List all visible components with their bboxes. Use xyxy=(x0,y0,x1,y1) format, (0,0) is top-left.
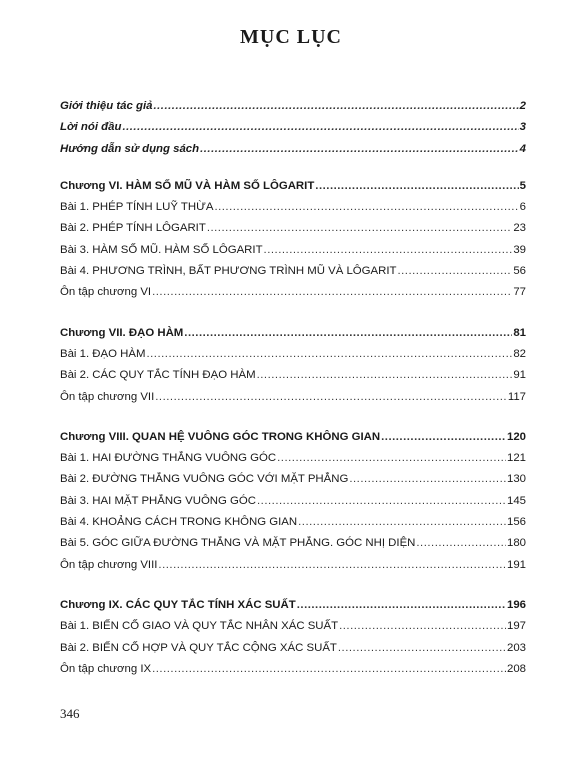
dot-leader xyxy=(184,323,512,344)
dot-leader xyxy=(153,96,518,117)
page-number: 346 xyxy=(60,706,80,721)
toc-entry-page: 56 xyxy=(513,265,526,278)
toc-entry-title: Lời nói đầu xyxy=(60,121,122,134)
dot-leader xyxy=(381,427,506,448)
toc-entry-page: 191 xyxy=(506,558,526,571)
dot-leader xyxy=(200,139,519,160)
toc-entry-title: Ôn tập chương IX xyxy=(60,662,152,675)
toc-entry-title: Chương VI. HÀM SỐ MŨ VÀ HÀM SỐ LÔGARIT xyxy=(60,179,315,192)
toc-chapter-heading[interactable] xyxy=(60,323,526,344)
spacer xyxy=(60,160,526,176)
toc-entry-usage-guide[interactable] xyxy=(60,139,526,160)
dot-leader xyxy=(257,491,506,512)
toc-entry-intro-author[interactable] xyxy=(60,96,526,117)
toc-entry-page: 196 xyxy=(506,598,526,611)
toc-entry-title: Ôn tập chương VIII xyxy=(60,558,158,571)
dot-leader xyxy=(277,448,506,469)
dot-leader xyxy=(158,555,506,576)
toc-entry-page: 156 xyxy=(506,516,526,529)
toc-entry-page: 2 xyxy=(519,100,526,112)
dot-leader xyxy=(264,240,513,261)
toc-entry-page: 39 xyxy=(513,243,526,256)
toc-entry-page: 208 xyxy=(506,662,526,675)
toc-entry-page: 120 xyxy=(506,430,526,443)
dot-leader xyxy=(397,261,512,282)
toc-entry-page: 121 xyxy=(506,452,526,465)
toc-entry[interactable] xyxy=(60,659,526,680)
toc-chapter-heading[interactable] xyxy=(60,595,526,616)
toc-chapter-heading[interactable] xyxy=(60,176,526,197)
toc-entry-page: 23 xyxy=(513,222,526,235)
dot-leader xyxy=(257,365,513,386)
toc-entry-title: Bài 1. HAI ĐƯỜNG THẲNG VUÔNG GÓC xyxy=(60,452,277,465)
toc-entry-title: Bài 2. BIẾN CỐ HỢP VÀ QUY TẮC CỘNG XÁC SUẤT xyxy=(60,641,337,654)
toc-entry-page: 6 xyxy=(519,201,526,214)
dot-leader xyxy=(349,469,506,490)
toc-entry[interactable] xyxy=(60,240,526,261)
toc-entry-page: 91 xyxy=(513,369,526,382)
toc-entry[interactable] xyxy=(60,555,526,576)
toc-entry-title: Ôn tập chương VI xyxy=(60,286,152,299)
dot-leader xyxy=(338,638,506,659)
toc-entry-title: Bài 2. PHÉP TÍNH LÔGARIT xyxy=(60,222,206,235)
toc-entry-title: Chương VII. ĐẠO HÀM xyxy=(60,326,184,339)
toc-entry[interactable] xyxy=(60,448,526,469)
dot-leader xyxy=(214,197,518,218)
toc-entry-title: Chương VIII. QUAN HỆ VUÔNG GÓC TRONG KHÔNG GIAN xyxy=(60,430,381,443)
toc-entry-preface[interactable] xyxy=(60,117,526,138)
toc-entry-title: Ôn tập chương VII xyxy=(60,390,155,403)
dot-leader xyxy=(298,512,506,533)
dot-leader xyxy=(152,282,512,303)
toc-entry-page: 117 xyxy=(507,390,526,403)
toc-entry-title: Bài 3. HAI MẶT PHẲNG VUÔNG GÓC xyxy=(60,494,256,507)
toc-entry-title: Giới thiệu tác giả xyxy=(60,100,153,112)
toc-entry-title: Bài 2. ĐƯỜNG THẲNG VUÔNG GÓC VỚI MẶT PHẲNG xyxy=(60,473,349,486)
toc-entry-title: Bài 1. ĐẠO HÀM xyxy=(60,347,146,360)
toc-entry[interactable] xyxy=(60,387,526,408)
dot-leader xyxy=(339,616,506,637)
toc-entry[interactable] xyxy=(60,282,526,303)
toc-entry-title: Bài 3. HÀM SỐ MŨ. HÀM SỐ LÔGARIT xyxy=(60,243,263,256)
toc-chapter-heading[interactable] xyxy=(60,427,526,448)
dot-leader xyxy=(297,595,506,616)
toc-entry[interactable] xyxy=(60,218,526,239)
toc-entry-page: 130 xyxy=(506,473,526,486)
toc-entry-title: Bài 5. GÓC GIỮA ĐƯỜNG THẲNG VÀ MẶT PHẲNG. GÓC NHỊ DIỆN xyxy=(60,537,416,550)
spacer xyxy=(60,304,526,323)
toc-entry[interactable] xyxy=(60,261,526,282)
toc-entry-page: 82 xyxy=(513,347,526,360)
page-title: MỤC LỤC xyxy=(240,26,342,48)
toc-entry-page: 4 xyxy=(519,142,526,155)
toc-entry-page: 145 xyxy=(506,494,526,507)
toc-entry[interactable] xyxy=(60,197,526,218)
toc-entry[interactable] xyxy=(60,344,526,365)
dot-leader xyxy=(152,659,506,680)
dot-leader xyxy=(207,218,513,239)
table-of-contents xyxy=(60,96,526,680)
dot-leader xyxy=(122,117,518,138)
toc-entry-page: 77 xyxy=(513,286,526,299)
toc-entry-page: 197 xyxy=(506,620,526,633)
toc-entry-page: 81 xyxy=(513,326,526,339)
toc-entry-page: 203 xyxy=(506,641,526,654)
toc-entry[interactable] xyxy=(60,512,526,533)
toc-entry[interactable] xyxy=(60,491,526,512)
toc-entry-page: 180 xyxy=(506,537,526,550)
spacer xyxy=(60,408,526,427)
toc-entry[interactable] xyxy=(60,616,526,637)
toc-entry-title: Bài 4. PHƯƠNG TRÌNH, BẤT PHƯƠNG TRÌNH MŨ VÀ LÔGARIT xyxy=(60,265,397,278)
dot-leader xyxy=(155,387,507,408)
toc-entry[interactable] xyxy=(60,365,526,386)
toc-entry-title: Bài 1. PHÉP TÍNH LUỸ THỪA xyxy=(60,201,214,214)
toc-entry-page: 5 xyxy=(519,179,526,192)
toc-entry[interactable] xyxy=(60,638,526,659)
dot-leader xyxy=(315,176,518,197)
toc-entry[interactable] xyxy=(60,469,526,490)
dot-leader xyxy=(416,533,506,554)
toc-entry-page: 3 xyxy=(519,121,526,134)
toc-entry-title: Bài 4. KHOẢNG CÁCH TRONG KHÔNG GIAN xyxy=(60,516,298,529)
toc-entry-title: Hướng dẫn sử dụng sách xyxy=(60,142,200,155)
dot-leader xyxy=(146,344,512,365)
toc-entry-title: Bài 1. BIẾN CỐ GIAO VÀ QUY TẮC NHÂN XÁC SUẤT xyxy=(60,620,339,633)
toc-entry-title: Bài 2. CÁC QUY TẮC TÍNH ĐẠO HÀM xyxy=(60,369,256,382)
toc-entry-title: Chương IX. CÁC QUY TẮC TÍNH XÁC SUẤT xyxy=(60,598,296,611)
toc-entry[interactable] xyxy=(60,533,526,554)
spacer xyxy=(60,576,526,595)
